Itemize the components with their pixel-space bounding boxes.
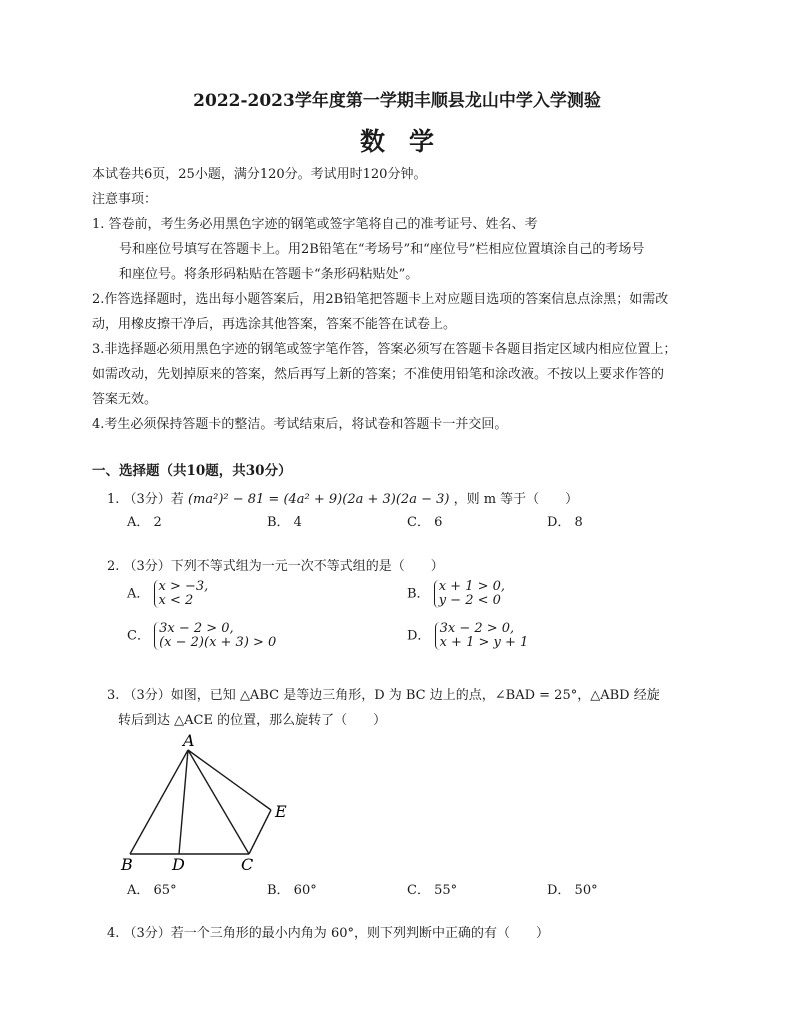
question-1-option-a[interactable]: A． 2 <box>127 515 162 530</box>
question-1-prefix: 1. （3分）若 <box>107 492 184 507</box>
question-2-option-a[interactable] <box>127 580 208 608</box>
question-1-option-b[interactable]: B． 4 <box>267 515 302 530</box>
question-1-stem <box>107 488 578 507</box>
system-b-line-2: y − 2 < 0 <box>438 593 501 608</box>
inequality-system-b <box>434 580 505 608</box>
segment-ae <box>188 750 271 810</box>
question-3-option-a[interactable]: A． 65° <box>127 883 177 898</box>
section-1-heading: 一、选择题（共10题，共30分） <box>92 463 292 479</box>
question-3-option-c[interactable]: C． 55° <box>407 883 458 898</box>
system-d-line-1: 3x − 2 > 0, <box>439 621 515 636</box>
note-3-line-2: 如需改动，先划掉原来的答案，然后再写上新的答案；不准使用铅笔和涂改液。不按以上要求作答的 <box>92 367 665 382</box>
system-d-line-2: x + 1 > y + 1 <box>439 635 529 650</box>
inequality-system-a <box>154 580 209 608</box>
question-1-equation: (ma²)² − 81 = (4a² + 9)(2a + 3)(2a − 3) <box>187 492 450 507</box>
note-2-line-1: 2.作答选择题时，选出每小题答案后，用2B铅笔把答题卡上对应题目选项的答案信息点涂黑；如需改 <box>92 292 669 307</box>
inequality-system-c <box>154 622 276 650</box>
note-3-line-3: 答案无效。 <box>92 392 158 407</box>
note-1-line-3: 和座位号。将条形码粘贴在答题卡“条形码粘贴处”。 <box>119 267 419 282</box>
question-2-option-d[interactable] <box>407 622 528 650</box>
question-3-option-d[interactable]: D． 50° <box>547 883 598 898</box>
question-1-option-d[interactable]: D． 8 <box>547 515 583 530</box>
segment-ac <box>188 750 249 854</box>
question-2-stem: 2. （3分）下列不等式组为一元一次不等式组的是（ ） <box>107 559 444 574</box>
system-c-line-1: 3x − 2 > 0, <box>159 621 234 636</box>
question-1-option-c[interactable]: C． 6 <box>407 515 443 530</box>
option-d-label: D． <box>407 628 431 644</box>
question-3-option-b[interactable]: B． 60° <box>267 883 317 898</box>
system-c-line-2: (x − 2)(x + 3) > 0 <box>159 635 277 650</box>
triangle-figure <box>115 730 315 876</box>
system-a-line-2: x < 2 <box>158 593 194 608</box>
note-1-line-2: 号和座位号填写在答题卡上。用2B铅笔在“考场号”和“座位号”栏相应位置填涂自己的考场号 <box>119 242 645 257</box>
vertex-label-a: A <box>183 731 195 750</box>
vertex-label-e: E <box>275 802 287 821</box>
exam-info: 本试卷共6页，25小题，满分120分。考试用时120分钟。 <box>92 167 427 182</box>
option-a-label: A． <box>127 586 150 602</box>
note-4: 4.考生必须保持答题卡的整洁。考试结束后，将试卷和答题卡一并交回。 <box>92 417 508 432</box>
vertex-label-c: C <box>241 855 254 874</box>
system-a-line-1: x > −3, <box>158 579 209 594</box>
vertex-label-d: D <box>172 855 185 874</box>
exam-title: 2022-2023学年度第一学期丰顺县龙山中学入学测验 <box>193 91 601 111</box>
note-1-line-1: 1. 答卷前，考生务必用黑色字迹的钢笔或签字笔将自己的准考证号、姓名、考 <box>92 217 538 232</box>
vertex-label-b: B <box>121 855 133 874</box>
segment-ce <box>249 810 271 854</box>
note-3-line-1: 3.非选择题必须用黑色字迹的钢笔或签字笔作答，答案必须写在答题卡各题目指定区域内相应位置上； <box>92 342 677 357</box>
question-1-suffix: ，则 m 等于（ ） <box>453 492 579 507</box>
question-4-stem: 4. （3分）若一个三角形的最小内角为 60°，则下列判断中正确的有（ ） <box>107 926 549 941</box>
inequality-system-d <box>435 622 529 650</box>
note-2-line-2: 动，用橡皮擦干净后，再选涂其他答案，答案不能答在试卷上。 <box>92 317 457 332</box>
notice-heading: 注意事项： <box>92 192 158 207</box>
segment-ad <box>179 750 188 854</box>
option-c-label: C． <box>127 628 150 644</box>
segment-ab <box>130 750 188 854</box>
question-3-stem-line-2: 转后到达 △ACE 的位置，那么旋转了（ ） <box>118 713 387 728</box>
option-b-label: B． <box>407 586 430 602</box>
question-2-option-c[interactable] <box>127 622 276 650</box>
question-3-stem-line-1: 3. （3分）如图，已知 △ABC 是等边三角形，D 为 BC 边上的点，∠BAD = 25°，△ABD 经旋 <box>107 688 660 703</box>
system-b-line-1: x + 1 > 0, <box>438 579 506 594</box>
subject-title: 数学 <box>359 127 458 156</box>
question-2-option-b[interactable] <box>407 580 505 608</box>
